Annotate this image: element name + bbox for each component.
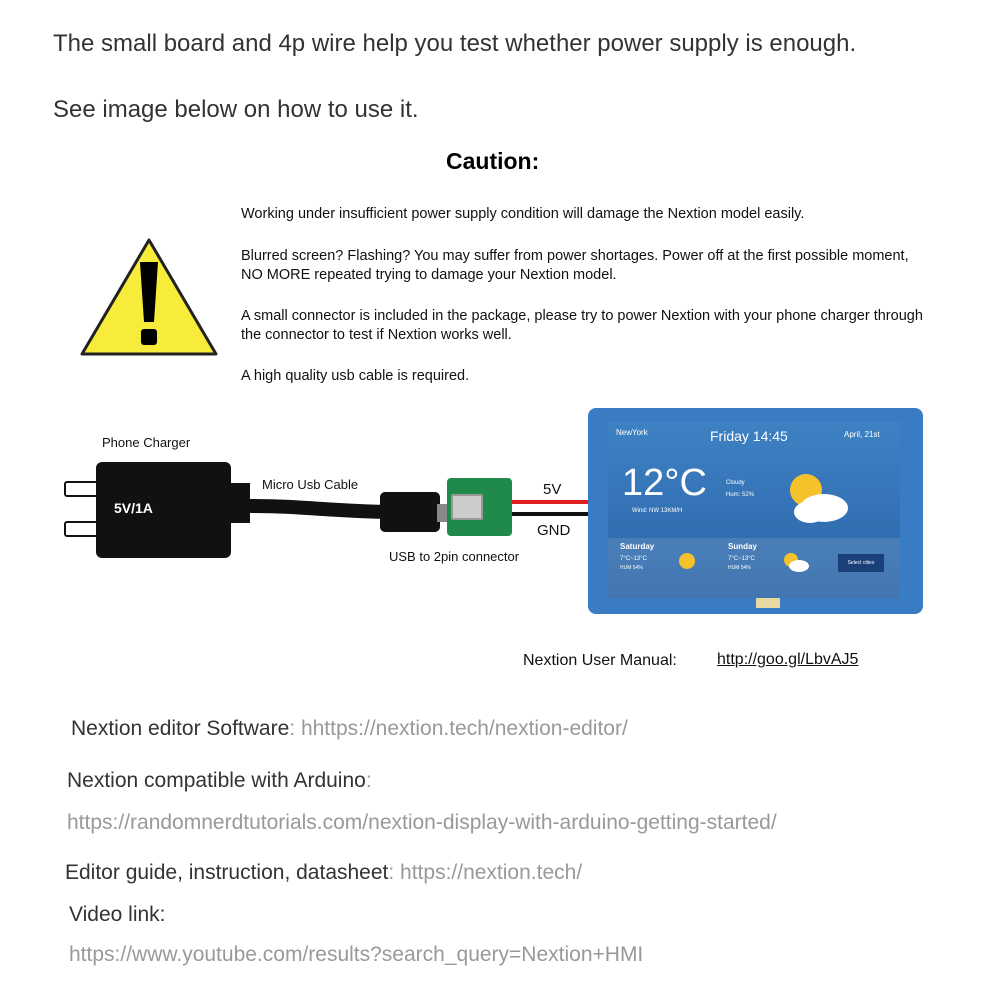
display-screen xyxy=(608,422,900,598)
intro-line-2: See image below on how to use it. xyxy=(53,96,419,123)
warning-icon xyxy=(78,236,220,358)
screen-sat: Saturday xyxy=(620,542,655,551)
charger-label: Phone Charger xyxy=(102,435,191,450)
micro-usb-port xyxy=(451,494,483,520)
video-label: Video link: xyxy=(69,903,166,926)
select-cities-button[interactable]: Select cities xyxy=(838,554,884,572)
manual-link[interactable]: http://goo.gl/LbvAJ5 xyxy=(717,651,859,668)
nextion-display xyxy=(588,408,923,614)
guide-label: Editor guide, instruction, datasheet xyxy=(65,861,389,884)
cable-label: Micro Usb Cable xyxy=(262,477,359,492)
arduino-label: Nextion compatible with Arduino xyxy=(67,769,366,792)
sat-sun-icon xyxy=(674,550,700,572)
guide-row: Editor guide, instruction, datasheet: https://nextion.tech/ xyxy=(65,861,583,884)
arduino-link[interactable]: https://randomnerdtutorials.com/nextion-display-with-arduino-getting-started/ xyxy=(67,811,777,834)
wire-gnd xyxy=(512,512,592,516)
editor-label: Nextion editor Software xyxy=(71,717,290,740)
arduino-row: Nextion compatible with Arduino: xyxy=(67,769,372,792)
sun-cloud-icon xyxy=(776,462,852,528)
screen-temp: 12°C xyxy=(622,462,707,504)
charger-rating: 5V/1A xyxy=(114,500,153,516)
editor-row: Nextion editor Software: hhttps://nextion.tech/nextion-editor/ xyxy=(71,717,628,740)
connector-label: USB to 2pin connector xyxy=(389,549,520,564)
editor-link[interactable]: hhttps://nextion.tech/nextion-editor/ xyxy=(300,717,628,740)
intro-line-1: The small board and 4p wire help you test whether power supply is enough. xyxy=(53,30,857,57)
guide-link[interactable]: https://nextion.tech/ xyxy=(400,861,583,884)
screen-cond2: Hum: 52% xyxy=(726,492,755,498)
wire-5v-label: 5V xyxy=(543,481,562,498)
wire-gnd-label: GND xyxy=(537,522,571,539)
screen-wind: Wind: NW 13KM/H xyxy=(632,508,683,514)
caution-paragraph-3: A small connector is included in the package, please try to power Nextion with your phone charger through the connector to test if Nextion works well. xyxy=(241,308,923,343)
screen-cond1: Cloudy xyxy=(726,480,745,486)
manual-label: Nextion User Manual: xyxy=(523,652,677,669)
screen-date: April, 21st xyxy=(844,430,880,439)
phone-charger xyxy=(96,462,231,558)
caution-paragraph-1: Working under insufficient power supply condition will damage the Nextion model easily. xyxy=(241,206,805,222)
screen-day-time: Friday 14:45 xyxy=(710,428,788,444)
wire-5v xyxy=(512,500,592,504)
caution-paragraph-2: Blurred screen? Flashing? You may suffer from power shortages. Power off at the first possible moment, NO MORE repeated trying to damage your Nextion model. xyxy=(241,248,909,283)
usb-to-2pin-board xyxy=(447,478,512,536)
caution-title: Caution: xyxy=(446,148,540,174)
screen-sun-temp: 7°C~13°C xyxy=(728,556,755,562)
screen-city: NewYork xyxy=(616,428,648,437)
screen-sat-temp: 7°C~13°C xyxy=(620,556,647,562)
screen-sat-hum: HUM 54% xyxy=(620,565,643,571)
video-link[interactable]: https://www.youtube.com/results?search_query=Nextion+HMI xyxy=(69,943,644,966)
screen-sun-hum: HUM 54% xyxy=(728,565,751,571)
screen-sun: Sunday xyxy=(728,542,757,551)
display-connector xyxy=(756,598,780,608)
caution-paragraph-4: A high quality usb cable is required. xyxy=(241,368,470,384)
micro-usb-cable xyxy=(245,490,455,550)
sun-cloud-small-icon xyxy=(780,550,810,574)
